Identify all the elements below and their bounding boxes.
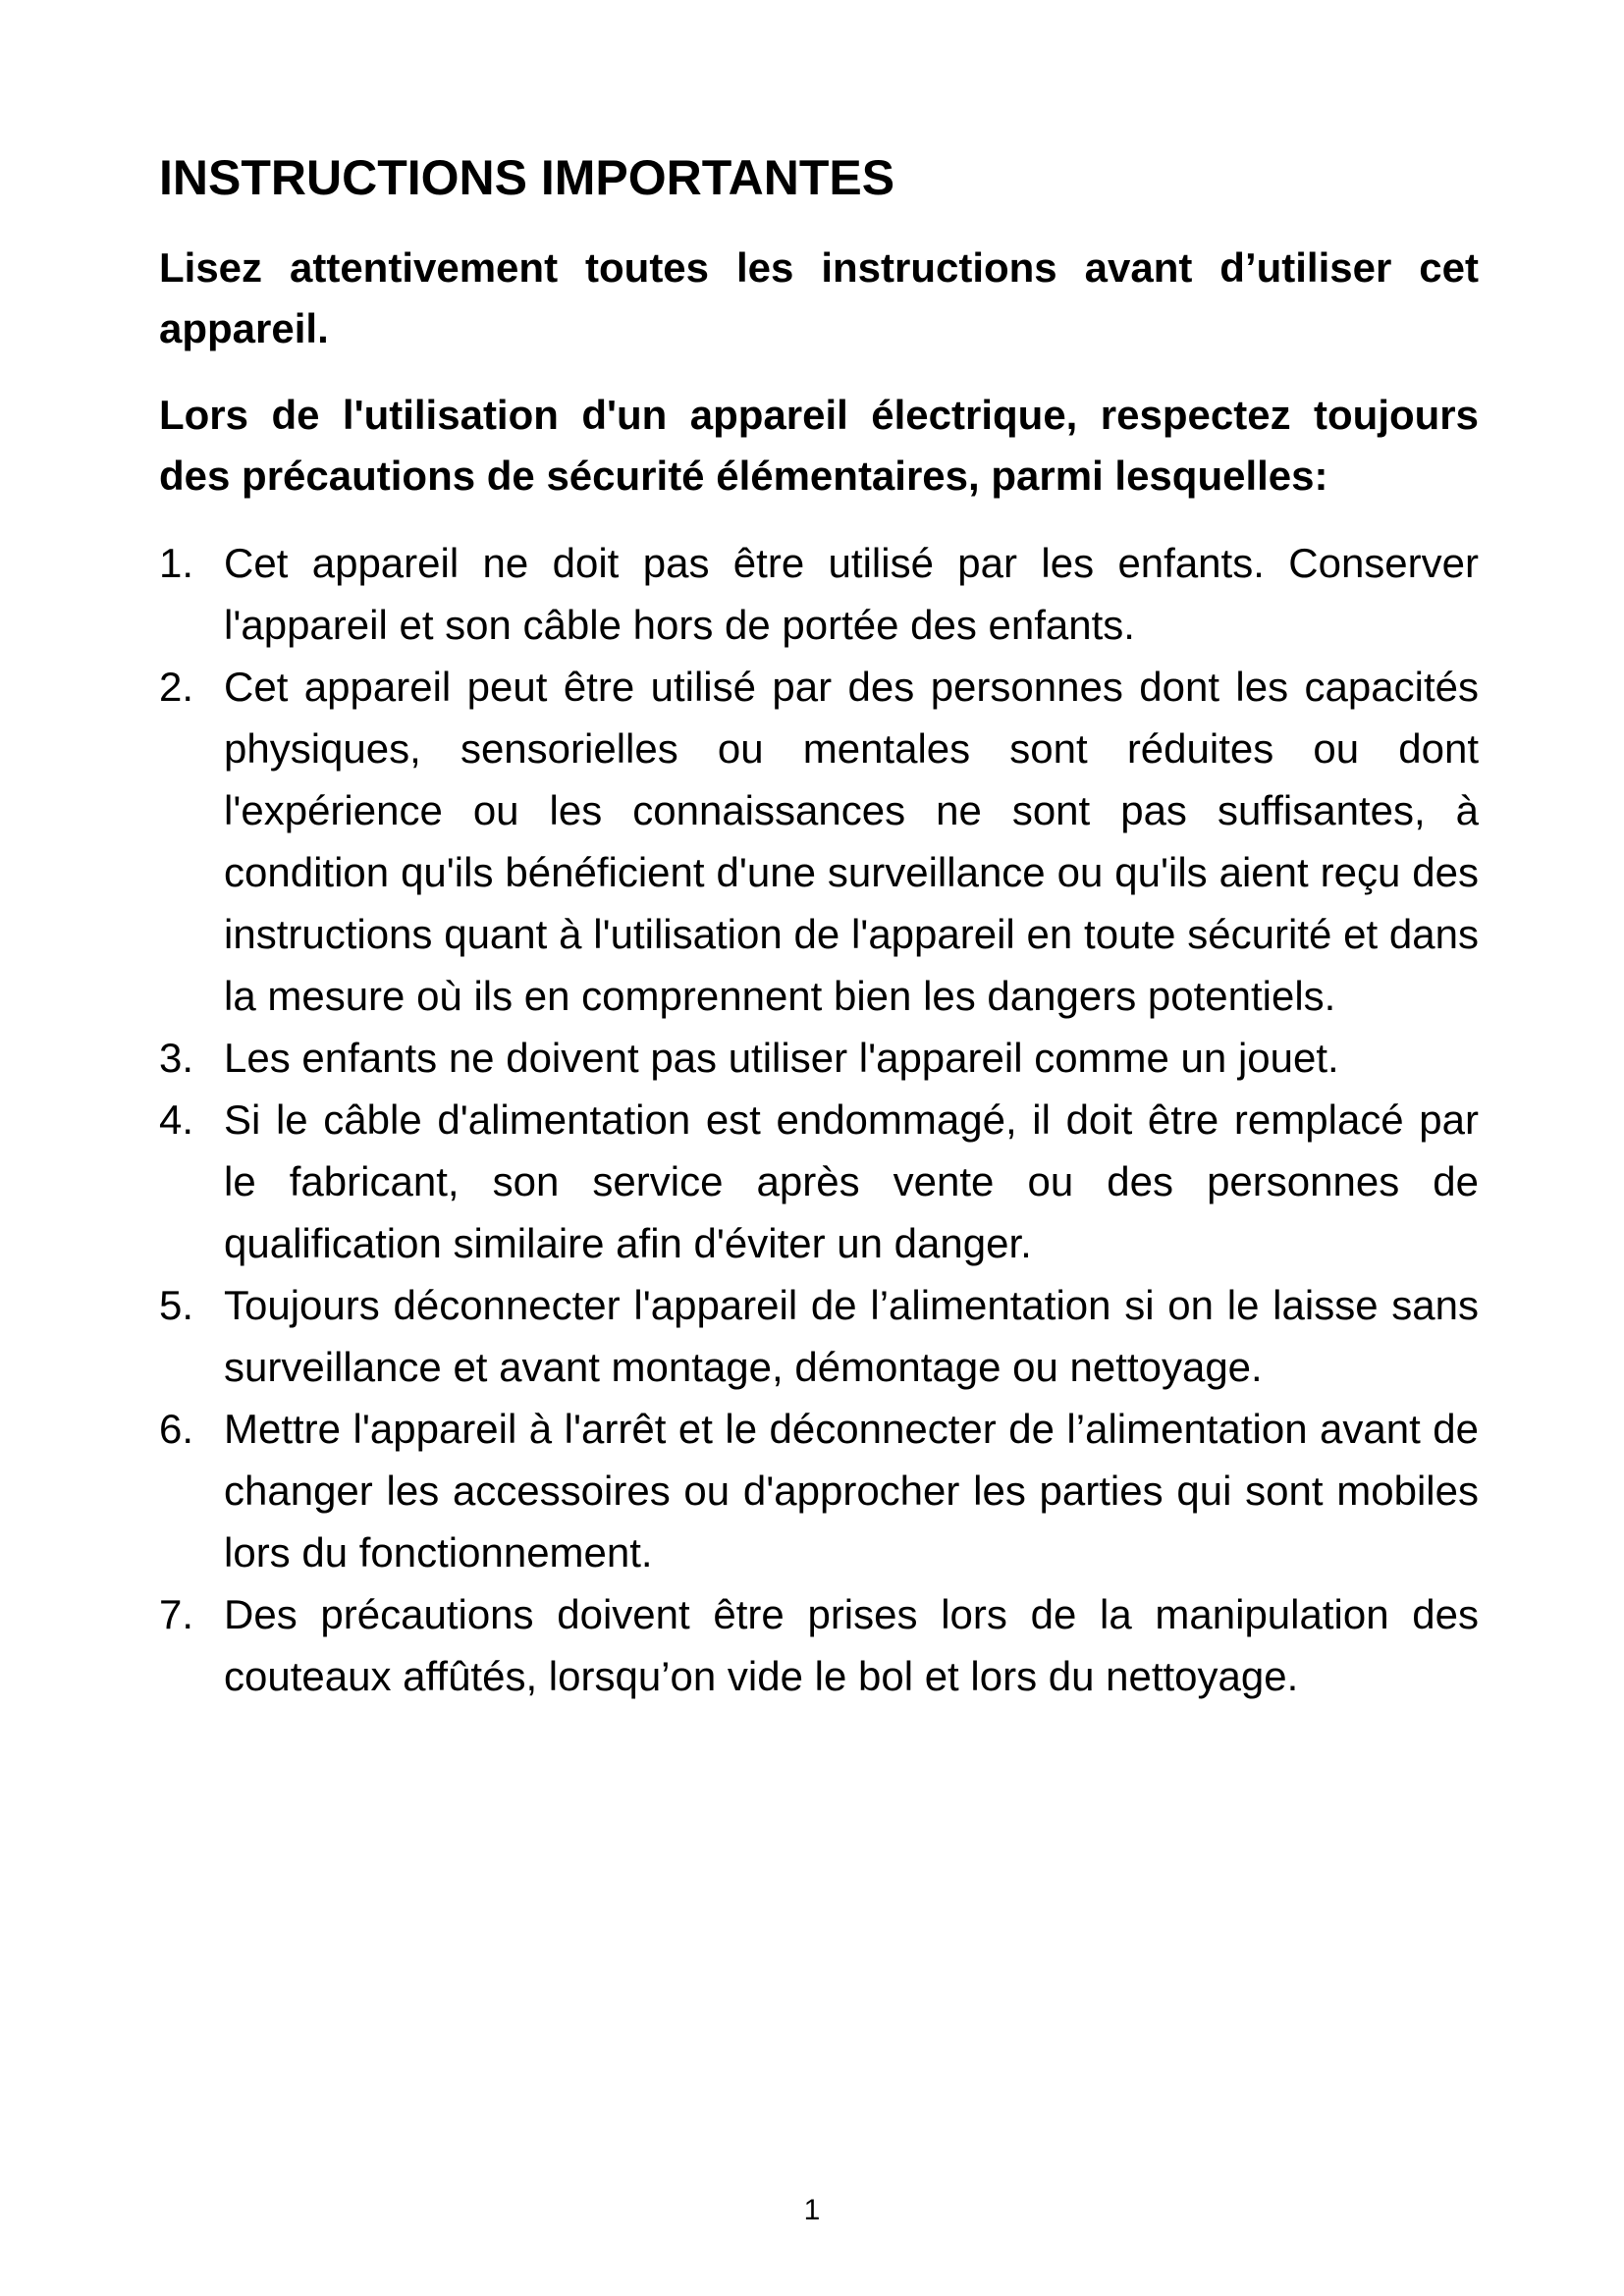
item-number: 7. — [159, 1591, 194, 1637]
item-number: 4. — [159, 1096, 194, 1143]
list-item — [159, 532, 1479, 656]
read-instructions-intro: Lisez attentivement toutes les instructions avant d’utiliser cet appareil. — [159, 244, 1479, 351]
item-text: Cet appareil peut être utilisé par des personnes dont les capacités physiques, sensorielles ou mentales sont réduites ou dont l'expérience ou les connaissances ne sont pas suffisantes, à condition qu'ils bénéficient d'une surveillance ou qu'ils aient reçu des instructions quant à l'utilisation de l'appareil en toute sécurité et dans la mesure où ils en comprennent bien les dangers potentiels. — [224, 664, 1479, 1019]
item-number: 1. — [159, 540, 194, 586]
page-number: 1 — [803, 2194, 821, 2226]
item-text: Mettre l'appareil à l'arrêt et le déconnecter de l’alimentation avant de changer les accessoires ou d'approcher les parties qui sont mobiles lors du fonctionnement. — [224, 1406, 1479, 1575]
list-item — [159, 1089, 1479, 1274]
list-item — [159, 656, 1479, 1027]
safety-instructions-list — [159, 532, 1479, 1707]
item-text: Des précautions doivent être prises lors de la manipulation des couteaux affûtés, lorsqu’on vide le bol et lors du nettoyage. — [224, 1591, 1479, 1699]
item-text: Toujours déconnecter l'appareil de l’alimentation si on le laisse sans surveillance et avant montage, démontage ou nettoyage. — [224, 1282, 1479, 1390]
page-title: INSTRUCTIONS IMPORTANTES — [159, 150, 895, 205]
list-item — [159, 1027, 1479, 1089]
item-number: 5. — [159, 1282, 194, 1328]
list-item — [159, 1274, 1479, 1398]
item-text: Les enfants ne doivent pas utiliser l'appareil comme un jouet. — [224, 1035, 1339, 1081]
item-text: Cet appareil ne doit pas être utilisé par les enfants. Conserver l'appareil et son câble hors de portée des enfants. — [224, 540, 1479, 648]
safety-precautions-intro: Lors de l'utilisation d'un appareil électrique, respectez toujours des précautions de sécurité élémentaires, parmi lesquelles: — [159, 392, 1479, 499]
list-item — [159, 1583, 1479, 1707]
item-number: 2. — [159, 664, 194, 710]
item-number: 6. — [159, 1406, 194, 1452]
item-text: Si le câble d'alimentation est endommagé, il doit être remplacé par le fabricant, son service après vente ou des personnes de qualification similaire afin d'éviter un danger. — [224, 1096, 1479, 1266]
instruction-page — [159, 147, 1479, 1707]
item-number: 3. — [159, 1035, 194, 1081]
list-item — [159, 1398, 1479, 1583]
